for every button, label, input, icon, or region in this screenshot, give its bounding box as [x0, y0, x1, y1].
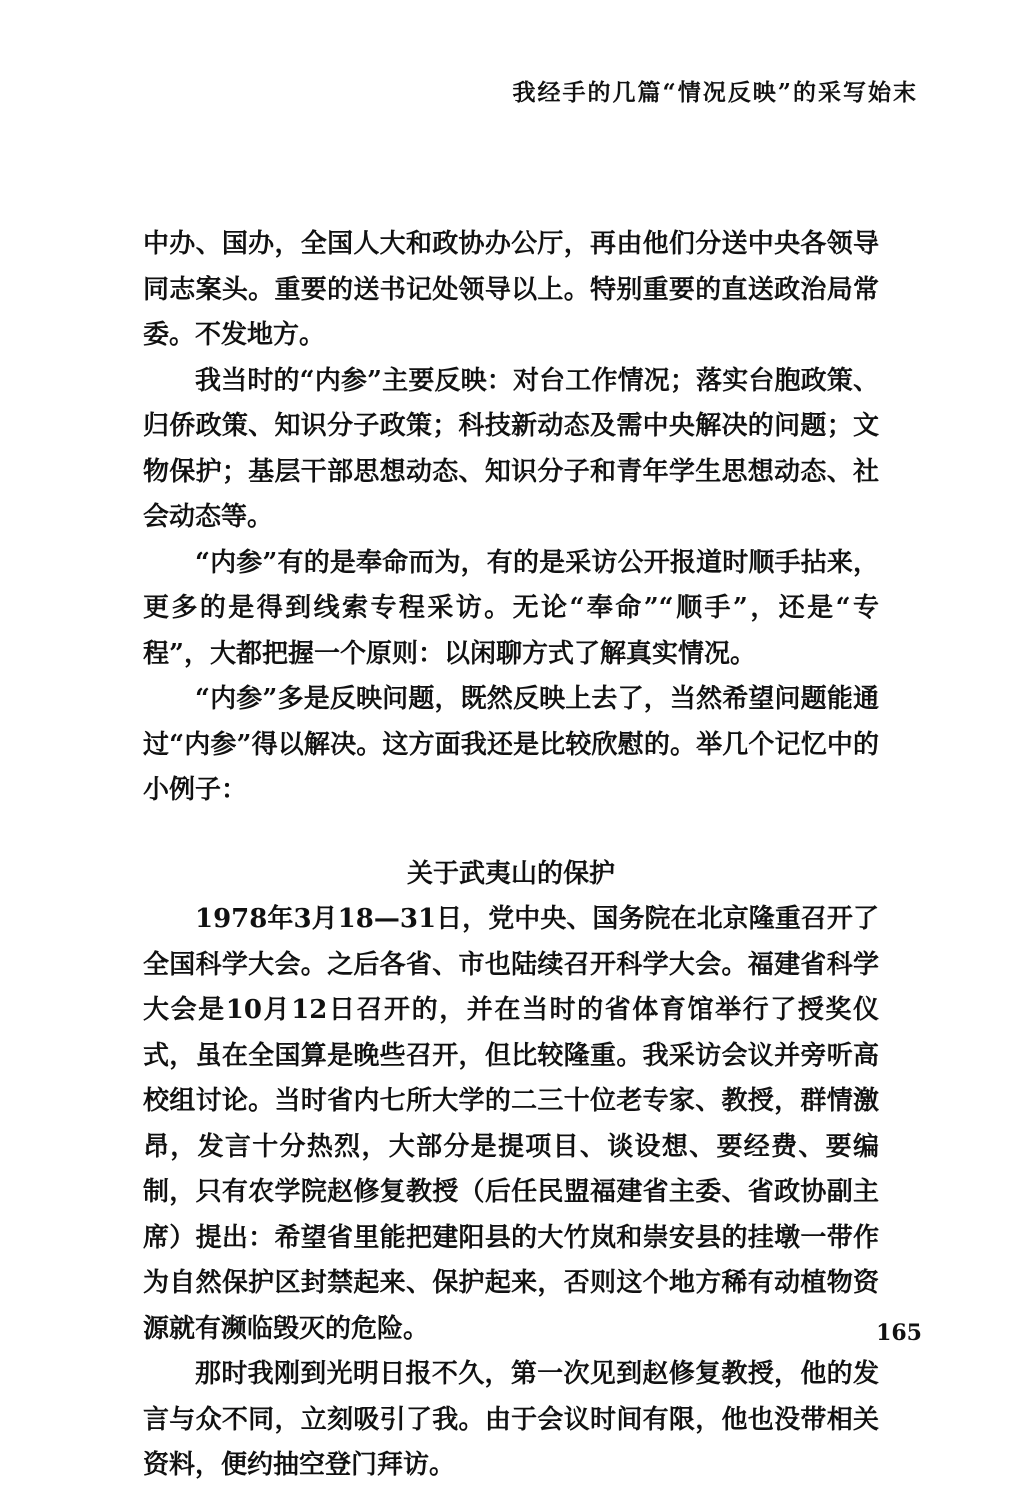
paragraph: 我当时的“内参”主要反映：对台工作情况；落实台胞政策、归侨政策、知识分子政策；科技新动态及需中央解决的问题；文物保护；基层干部思想动态、知识分子和青年学生思想动态、社会动态等。 — [143, 365, 879, 532]
paragraph: 那时我刚到光明日报不久，第一次见到赵修复教授，他的发言与众不同，立刻吸引了我。由于会议时间有限，他也没带相关资料，便约抽空登门拜访。 — [143, 1359, 879, 1480]
paragraph: “内参”多是反映问题，既然反映上去了，当然希望问题能通过“内参”得以解决。这方面我还是比较欣慰的。举几个记忆中的小例子： — [143, 684, 879, 805]
page-number: 165 — [876, 1320, 922, 1346]
paragraph: 1978年3月18—31日，党中央、国务院在北京隆重召开了全国科学大会。之后各省、市也陆续召开科学大会。福建省科学大会是10月12日召开的，并在当时的省体育馆举行了授奖仪式，虽在全国算是晚些召开，但比较隆重。我采访会议并旁听高校组讨论。当时省内七所大学的二三十位老专家、教授，群情激昂，发言十分热烈，大部分是提项目、谈设想、要经费、要编制，只有农学院赵修复教授（后任民盟福建省主委、省政协副主席）提出：希望省里能把建阳县的大竹岚和崇安县的挂墩一带作为自然保护区封禁起来、保护起来，否则这个地方稀有动植物资源就有濒临毁灭的危险。 — [143, 904, 879, 1344]
paragraph: “内参”有的是奉命而为，有的是采访公开报道时顺手拈来，更多的是得到线索专程采访。无论“奉命”“顺手”，还是“专程”，大都把握一个原则：以闲聊方式了解真实情况。 — [143, 547, 879, 669]
paragraph-continued: 中办、国办，全国人大和政协办公厅，再由他们分送中央各领导同志案头。重要的送书记处领导以上。特别重要的直送政治局常委。不发地方。 — [143, 229, 879, 350]
running-header: 我经手的几篇“情况反映”的采写始末 — [512, 79, 918, 106]
body-text — [143, 222, 879, 1489]
section-title: 关于武夷山的保护 — [406, 858, 615, 889]
